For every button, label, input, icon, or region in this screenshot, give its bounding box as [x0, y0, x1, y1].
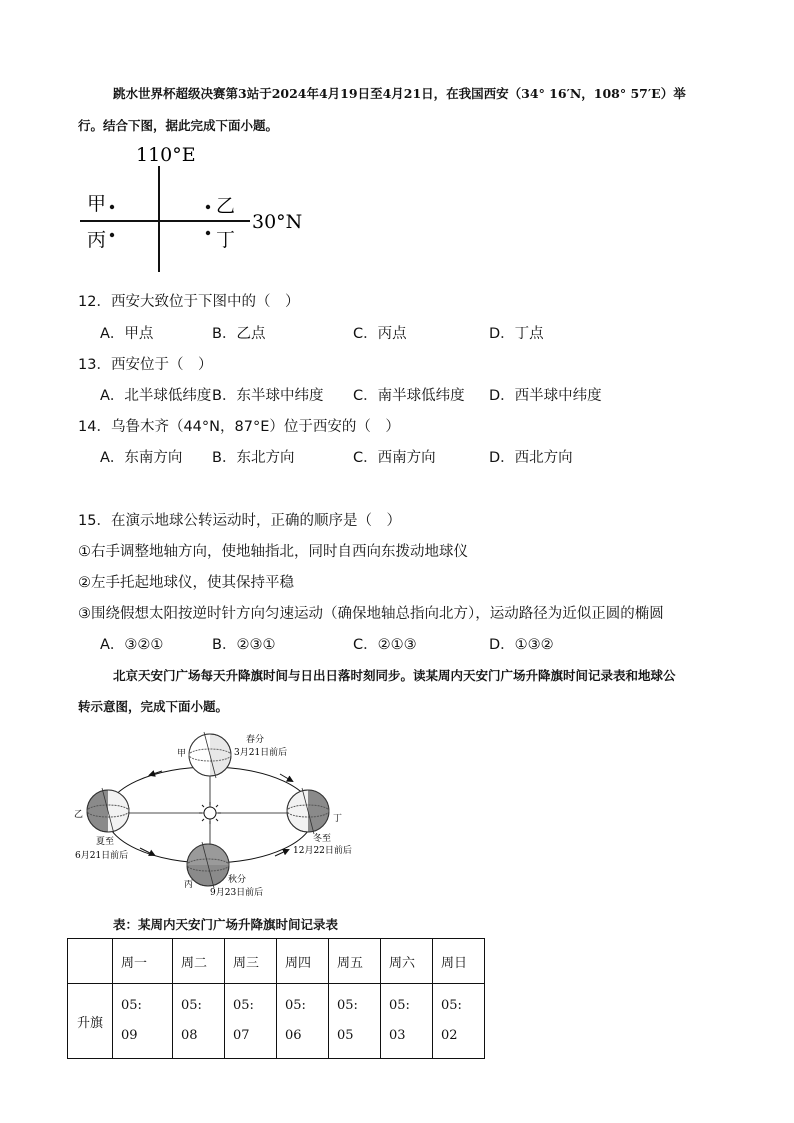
q14-option-b: B．东北方向: [212, 450, 295, 466]
earth-orbit-diagram: [70, 722, 370, 902]
orbit-label-summer-date: 6月21日前后: [75, 851, 129, 861]
orbit-label-ding: 丁: [333, 814, 343, 824]
q14-option-c: C．西南方向: [353, 450, 436, 466]
table-header-cell: 周六: [381, 939, 433, 984]
table-cell: 05: 03: [381, 984, 433, 1059]
point-ding-label: 丁: [216, 229, 236, 251]
table-cell: 05: 08: [173, 984, 225, 1059]
q15-option-c: C．②①③: [353, 637, 417, 653]
orbit-label-spring-date: 3月21日前后: [234, 748, 288, 758]
table-cell: 05: 07: [225, 984, 277, 1059]
table-cell: 05: 02: [433, 984, 485, 1059]
table-row-label: 升旗: [68, 984, 113, 1059]
q15-option-b: B．②③①: [212, 637, 276, 653]
point-bing: [110, 233, 114, 237]
intro-line-1: 跳水世界杯超级决赛第3站于2024年4月19日至4月21日，在我国西安（34° 16′N，108° 57′E）举: [113, 86, 686, 101]
table-header-cell: 周二: [173, 939, 225, 984]
orbit-label-winter: 冬至: [313, 834, 332, 844]
earth-spring: [189, 732, 231, 778]
question-15-stem: 15．在演示地球公转运动时，正确的顺序是（ ）: [78, 513, 401, 529]
q13-option-a: A．北半球低纬度: [100, 388, 212, 404]
q12-option-a: A．甲点: [100, 326, 154, 342]
earth-winter: [287, 788, 329, 834]
q15-option-d: D．①③②: [489, 637, 554, 653]
q14-option-d: D．西北方向: [489, 450, 573, 466]
question-13-stem: 13．西安位于（ ）: [78, 357, 213, 373]
table-corner-cell: [68, 939, 113, 984]
table-row: [68, 984, 485, 1059]
point-yi-label: 乙: [216, 195, 236, 217]
table-header-cell: 周四: [277, 939, 329, 984]
point-bing-label: 丙: [87, 229, 107, 251]
q14-option-a: A．东南方向: [100, 450, 183, 466]
orbit-label-spring: 春分: [246, 735, 265, 745]
point-yi: [206, 205, 210, 209]
q12-option-d: D．丁点: [489, 326, 544, 342]
orbit-label-autumn-date: 9月23日前后: [210, 888, 264, 898]
intro2-line-1: 北京天安门广场每天升降旗时间与日出日落时刻同步。读某周内天安门广场升降旗时间记录表和地球公: [113, 668, 676, 683]
q12-option-c: C．丙点: [353, 326, 407, 342]
table-cell: 05: 09: [113, 984, 173, 1059]
orbit-label-yi: 乙: [74, 810, 84, 820]
intro-line-2: 行。结合下图，据此完成下面小题。: [78, 118, 279, 133]
point-ding: [206, 231, 210, 235]
orbit-arrow-2: [275, 850, 288, 856]
q15-step-1: ①右手调整地轴方向，使地轴指北，同时自西向东拨动地球仪: [78, 544, 468, 560]
question-14-stem: 14．乌鲁木齐（44°N，87°E）位于西安的（ ）: [78, 419, 400, 435]
intro2-line-2: 转示意图，完成下面小题。: [78, 699, 229, 714]
table-cell: 05: 05: [329, 984, 381, 1059]
table-header-cell: 周日: [433, 939, 485, 984]
table-header-cell: 周三: [225, 939, 277, 984]
q15-step-3: ③围绕假想太阳按逆时针方向匀速运动（确保地轴总指向北方），运动路径为近似正圆的椭圆: [78, 606, 664, 622]
q15-option-a: A．③②①: [100, 637, 164, 653]
point-jia: [110, 205, 114, 209]
orbit-label-winter-date: 12月22日前后: [293, 846, 352, 856]
orbit-label-summer: 夏至: [96, 837, 115, 847]
table-header-row: [68, 939, 485, 984]
q15-step-2: ②左手托起地球仪，使其保持平稳: [78, 575, 294, 591]
q13-option-b: B．东半球中纬度: [212, 388, 324, 404]
orbit-label-jia: 甲: [177, 749, 187, 759]
table-cell: 05: 06: [277, 984, 329, 1059]
q13-option-c: C．南半球低纬度: [353, 388, 465, 404]
table-caption: 表：某周内天安门广场升降旗时间记录表: [113, 917, 339, 932]
orbit-label-bing: 丙: [184, 880, 194, 890]
parallel-label: 30°N: [252, 211, 303, 233]
q12-option-b: B．乙点: [212, 326, 266, 342]
q13-option-d: D．西半球中纬度: [489, 388, 602, 404]
table-header-cell: 周一: [113, 939, 173, 984]
orbit-label-autumn: 秋分: [228, 875, 247, 885]
earth-summer: [87, 788, 129, 834]
latlong-diagram: [70, 140, 320, 280]
flag-time-table: [67, 938, 485, 1059]
meridian-label: 110°E: [136, 144, 196, 166]
table-header-cell: 周五: [329, 939, 381, 984]
earth-autumn: [187, 842, 229, 888]
question-12-stem: 12．西安大致位于下图中的（ ）: [78, 294, 300, 310]
point-jia-label: 甲: [87, 193, 107, 215]
